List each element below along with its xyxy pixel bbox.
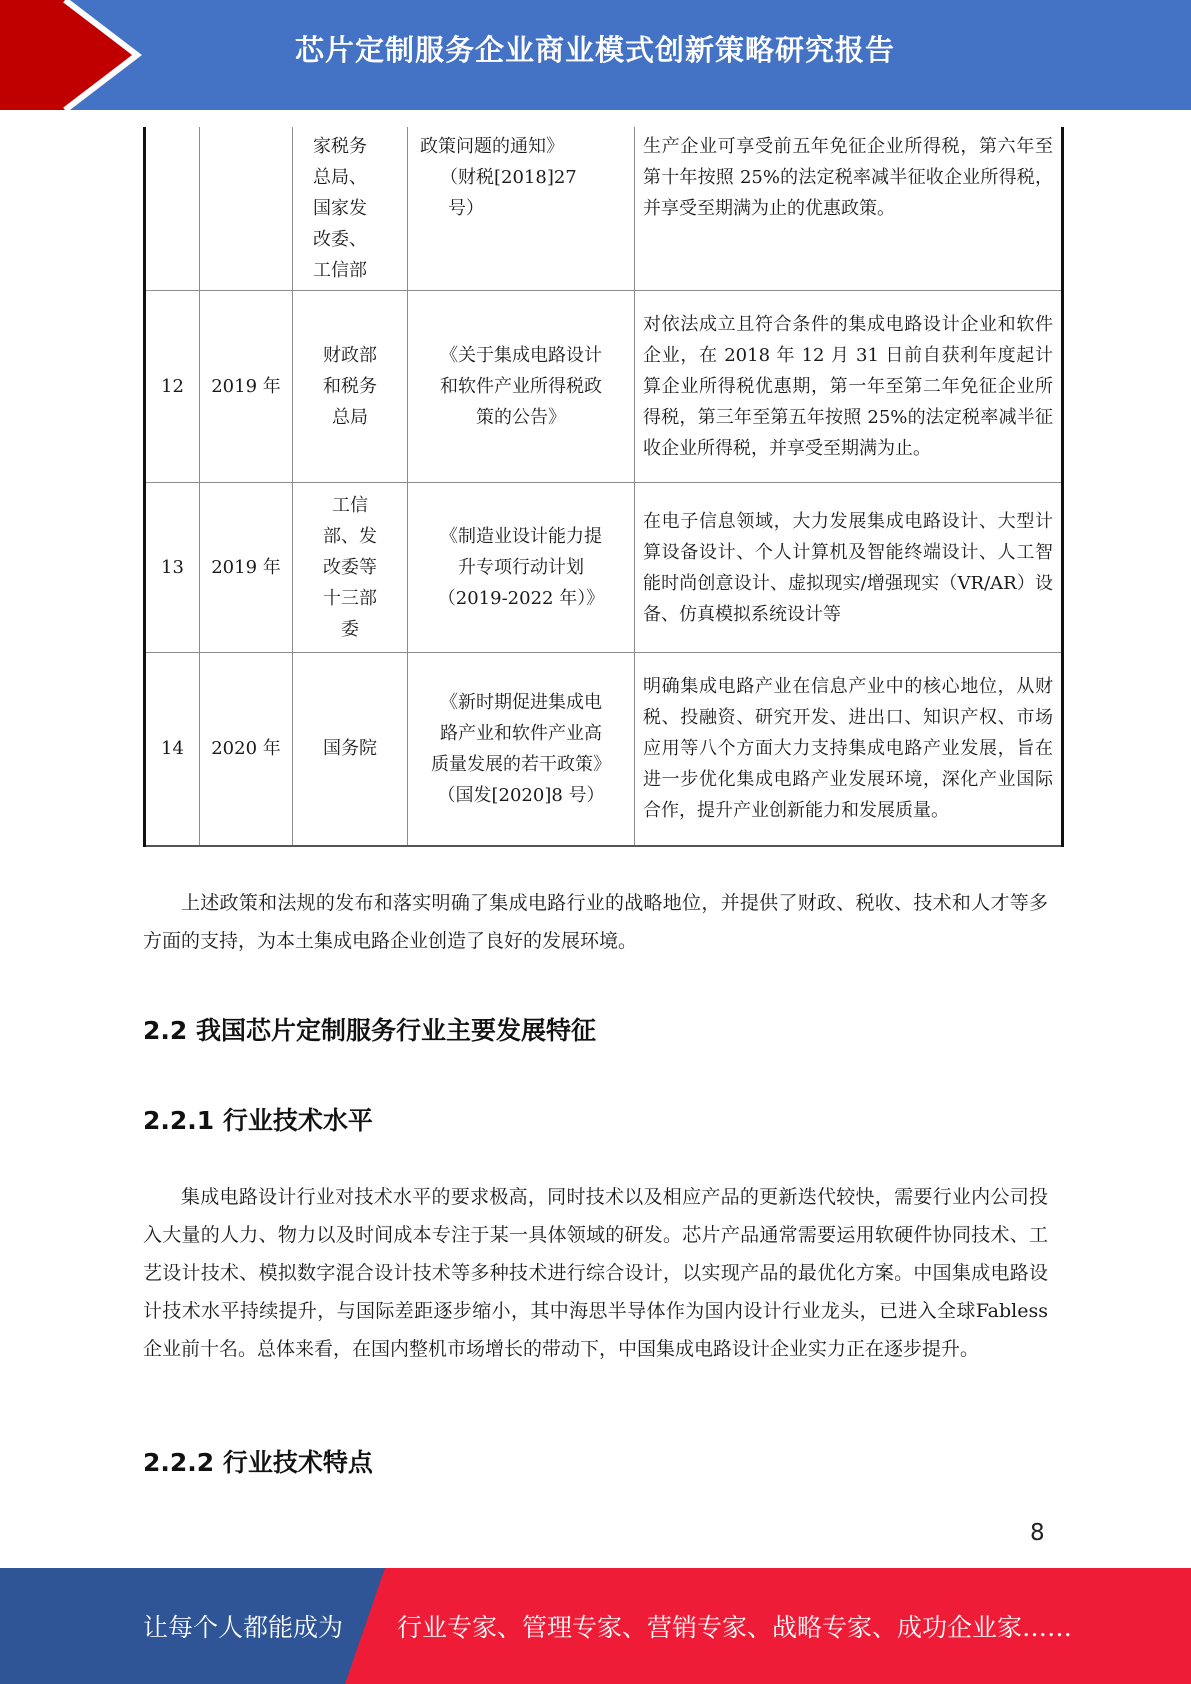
heading-2-2-2: 2.2.2 行业技术特点 <box>143 1448 373 1477</box>
cell-document <box>408 653 635 846</box>
footer-banner <box>0 1568 1191 1684</box>
summary-text: 上述政策和法规的发布和落实明确了集成电路行业的战略地位，并提供了财政、税收、技术和人才等多方面的支持，为本土集成电路企业创造了良好的发展环境。 <box>143 892 1048 952</box>
table-row <box>145 127 1063 291</box>
tech-level-paragraph <box>143 1178 1048 1368</box>
footer-slogan-right: 行业专家、管理专家、营销专家、战略专家、成功企业家…… <box>397 1613 1073 1642</box>
table-row <box>145 483 1063 653</box>
arrow-decoration-icon <box>0 0 160 110</box>
document-line: （财税[2018]27 <box>440 167 577 188</box>
issuer-line: 国务院 <box>323 738 377 760</box>
cell-issuer <box>293 483 408 653</box>
document-line: 路产业和软件产业高 <box>440 722 602 744</box>
issuer-line: 改委、 <box>313 229 367 250</box>
cell-description: 在电子信息领域，大力发展集成电路设计、大型计算设备设计、个人计算机及智能终端设计、人工智能时尚创意设计、虚拟现实/增强现实（VR/AR）设备、仿真模拟系统设计等 <box>635 483 1063 653</box>
document-line: （2019-2022 年）》 <box>437 588 605 609</box>
summary-paragraph <box>143 884 1048 960</box>
report-title: 芯片定制服务企业商业模式创新策略研究报告 <box>295 33 896 67</box>
page-number: 8 <box>1030 1520 1045 1546</box>
document-line: 策的公告》 <box>476 407 566 428</box>
cell-description: 明确集成电路产业在信息产业中的核心地位，从财税、投融资、研究开发、进出口、知识产权、市场应用等八个方面大力支持集成电路产业发展，旨在进一步优化集成电路产业发展环境，深化产业国际合作，提升产业创新能力和发展质量。 <box>635 653 1063 846</box>
document-line: （国发[2020]8 号） <box>437 784 605 806</box>
cell-year <box>200 127 293 291</box>
header-banner <box>0 0 1191 110</box>
cell-document <box>408 127 635 291</box>
cell-issuer <box>293 653 408 846</box>
issuer-line: 改委等 <box>323 557 377 578</box>
cell-number: 13 <box>145 483 200 653</box>
document-line: 《关于集成电路设计 <box>440 345 602 366</box>
issuer-line: 十三部 <box>323 588 377 609</box>
document-line: 政策问题的通知》 <box>420 136 564 157</box>
cell-number: 14 <box>145 653 200 846</box>
policy-table <box>143 127 1064 847</box>
cell-number: 12 <box>145 291 200 483</box>
document-line: 质量发展的若干政策》 <box>431 753 611 775</box>
cell-issuer <box>293 127 408 291</box>
cell-description: 生产企业可享受前五年免征企业所得税，第六年至第十年按照 25%的法定税率减半征收企业所得税，并享受至期满为止的优惠政策。 <box>635 127 1063 291</box>
issuer-line: 工信部 <box>313 260 367 281</box>
issuer-line: 和税务 <box>323 376 377 397</box>
document-line: 和软件产业所得税政 <box>440 376 602 397</box>
issuer-line: 总局、 <box>313 167 367 188</box>
cell-issuer <box>293 291 408 483</box>
issuer-line: 总局 <box>332 407 368 428</box>
issuer-line: 委 <box>341 619 359 640</box>
cell-year: 2019 年 <box>200 483 293 653</box>
issuer-line: 财政部 <box>323 345 377 366</box>
document-line: 升专项行动计划 <box>458 557 584 578</box>
cell-number <box>145 127 200 291</box>
cell-description: 对依法成立且符合条件的集成电路设计企业和软件企业，在 2018 年 12 月 31 日前自获利年度起计算企业所得税优惠期，第一年至第二年免征企业所得税，第三年至第五年按照 25%的法定税率减半征收企业所得税，并享受至期满为止。 <box>635 291 1063 483</box>
tech-level-text: 集成电路设计行业对技术水平的要求极高，同时技术以及相应产品的更新迭代较快，需要行业内公司投入大量的人力、物力以及时间成本专注于某一具体领域的研发。芯片产品通常需要运用软硬件协同技术、工艺设计技术、模拟数字混合设计技术等多种技术进行综合设计，以实现产品的最优化方案。中国集成电路设计技术水平持续提升，与国际差距逐步缩小，其中海思半导体作为国内设计行业龙头，已进入全球Fabless 企业前十名。总体来看，在国内整机市场增长的带动下，中国集成电路设计企业实力正在逐步提升。 <box>143 1186 1048 1360</box>
document-line: 《新时期促进集成电 <box>440 691 602 713</box>
footer-slogan-left: 让每个人都能成为 <box>143 1613 344 1642</box>
issuer-line: 家税务 <box>313 136 367 157</box>
cell-year: 2020 年 <box>200 653 293 846</box>
cell-document <box>408 483 635 653</box>
cell-document <box>408 291 635 483</box>
heading-2-2: 2.2 我国芯片定制服务行业主要发展特征 <box>143 1016 596 1045</box>
issuer-line: 部、发 <box>323 526 377 547</box>
cell-year: 2019 年 <box>200 291 293 483</box>
document-line: 《制造业设计能力提 <box>440 526 602 547</box>
issuer-line: 国家发 <box>313 198 367 219</box>
document-line: 号） <box>448 198 484 219</box>
table-row <box>145 291 1063 483</box>
issuer-line: 工信 <box>332 495 368 516</box>
heading-2-2-1: 2.2.1 行业技术水平 <box>143 1106 373 1135</box>
table-row <box>145 653 1063 846</box>
